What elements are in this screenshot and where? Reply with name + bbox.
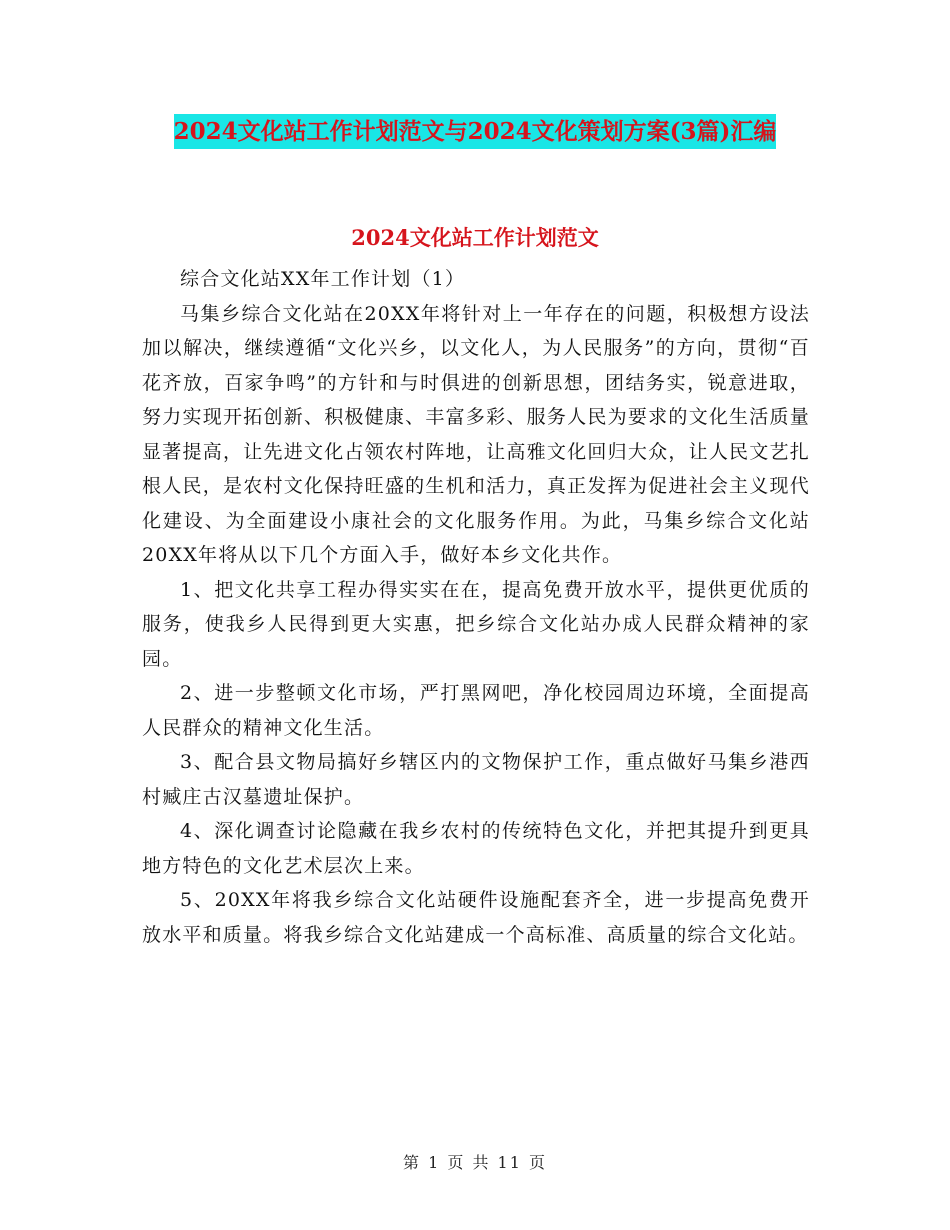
paragraph-plan-title: 综合文化站XX年工作计划（1）	[180, 268, 466, 290]
page-footer: 第 1 页 共 11 页	[403, 1153, 547, 1172]
document-title	[140, 108, 810, 156]
paragraph-item-3: 3、配合县文物局搞好乡辖区内的文物保护工作，重点做好马集乡港西村臧庄古汉墓遗址保护。	[142, 751, 810, 808]
section-heading: 2024文化站工作计划范文	[351, 225, 599, 250]
paragraph-item-4: 4、深化调查讨论隐藏在我乡农村的传统特色文化，并把其提升到更具地方特色的文化艺术层次上来。	[142, 820, 810, 877]
paragraph-item-1: 1、把文化共享工程办得实实在在，提高免费开放水平，提供更优质的服务，使我乡人民得到更大实惠，把乡综合文化站办成人民群众精神的家园。	[142, 578, 810, 670]
document-body	[142, 262, 810, 952]
paragraph-intro: 马集乡综合文化站在20XX年将针对上一年存在的问题，积极想方设法加以解决，继续遵循“文化兴乡，以文化人，为人民服务”的方向，贯彻“百花齐放，百家争鸣”的方针和与时俱进的创新思想，团结务实，锐意进取，努力实现开拓创新、积极健康、丰富多彩、服务人民为要求的文化生活质量显著提高，让先进文化占领农村阵地，让高雅文化回归大众，让人民文艺扎根人民，是农村文化保持旺盛的生机和活力，真正发挥为促进社会主义现代化建设、为全面建设小康社会的文化服务作用。为此，马集乡综合文化站20XX年将从以下几个方面入手，做好本乡文化共作。	[142, 302, 810, 566]
paragraph-item-2: 2、进一步整顿文化市场，严打黑网吧，净化校园周边环境，全面提高人民群众的精神文化生活。	[142, 682, 810, 739]
document-title-text: 2024文化站工作计划范文与2024文化策划方案(3篇)汇编	[174, 114, 777, 149]
paragraph-item-5: 5、20XX年将我乡综合文化站硬件设施配套齐全，进一步提高免费开放水平和质量。将我乡综合文化站建成一个高标准、高质量的综合文化站。	[142, 889, 810, 946]
